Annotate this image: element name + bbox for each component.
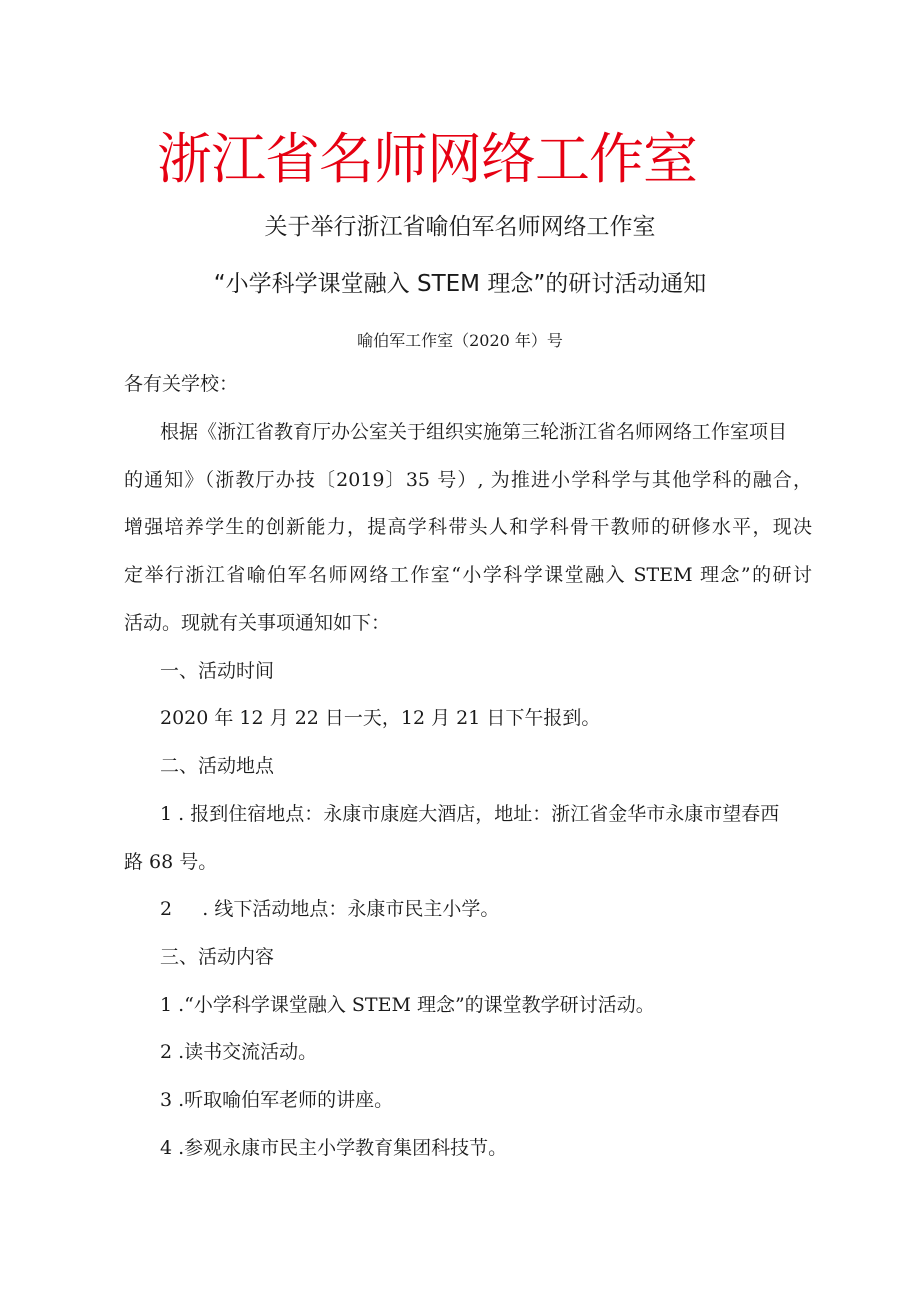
section-3-item-3: 3 .听取喻伯军老师的讲座。 (160, 1089, 394, 1111)
section-2-item-1-line-1: 1 . 报到住宿地点：永康市康庭大酒店，地址：浙江省金华市永康市望春西 (160, 803, 780, 825)
section-2-item-1-line-2: 路 68 号。 (124, 851, 218, 873)
section-1-text: 2020 年 12 月 22 日一天，12 月 21 日下午报到。 (160, 707, 601, 729)
section-3-item-4: 4 .参观永康市民主小学教育集团科技节。 (160, 1137, 508, 1159)
intro-line-4: 定举行浙江省喻伯军名师网络工作室“小学科学课堂融入 STEM 理念”的研讨 (124, 564, 812, 586)
section-2-heading: 二、活动地点 (160, 755, 275, 777)
studio-header-title: 浙江省名师网络工作室 (157, 127, 698, 191)
document-number: 喻伯军工作室（2020 年）号 (357, 331, 563, 350)
salutation: 各有关学校： (124, 373, 239, 395)
intro-line-1: 根据《浙江省教育厅办公室关于组织实施第三轮浙江省名师网络工作室项目 (160, 421, 788, 443)
intro-line-2: 的通知》（浙教厅办技〔2019〕35 号）, 为推进小学科学与其他学科的融合， (124, 469, 812, 491)
notice-title-line-1: 关于举行浙江省喻伯军名师网络工作室 (264, 214, 656, 240)
section-3-heading: 三、活动内容 (160, 946, 275, 968)
section-3-item-2: 2 .读书交流活动。 (160, 1041, 318, 1063)
intro-line-5: 活动。现就有关事项通知如下： (124, 612, 391, 634)
notice-title-line-2: “小学科学课堂融入 STEM 理念”的研讨活动通知 (213, 271, 707, 297)
section-2-item-2: 2 . 线下活动地点：永康市民主小学。 (160, 898, 500, 920)
section-1-heading: 一、活动时间 (160, 660, 275, 682)
section-3-item-1: 1 .“小学科学课堂融入 STEM 理念”的课堂教学研讨活动。 (160, 994, 655, 1016)
intro-line-3: 增强培养学生的创新能力，提高学科带头人和学科骨干教师的研修水平，现决 (124, 516, 812, 538)
